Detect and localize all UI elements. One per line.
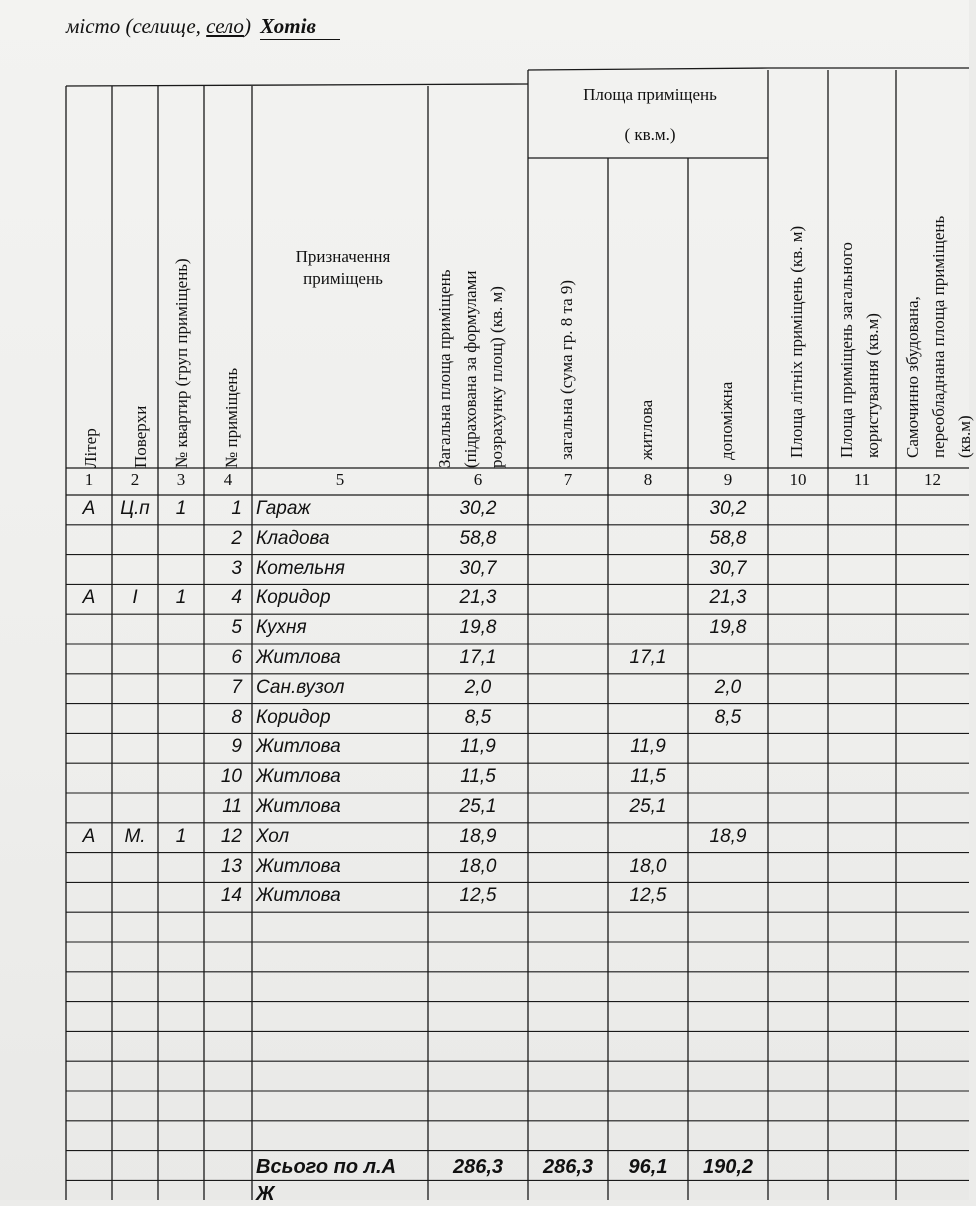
header-apartment-no: № квартир (груп приміщень): [172, 258, 191, 468]
cell-living: 18,0: [629, 855, 667, 877]
place-label: місто (селище,: [66, 14, 207, 38]
header-liter: Літер: [81, 428, 100, 468]
header-auxiliary: допоміжна: [717, 381, 736, 460]
header-unauthorized-l2: переобладнана площа приміщень: [929, 215, 948, 458]
header-general: загальна (сума гр. 8 та 9): [557, 279, 576, 460]
column-number: 11: [853, 470, 871, 489]
cell-liter: А: [82, 825, 96, 847]
cell-auxiliary: 19,8: [709, 617, 747, 639]
header-total-area-l3: розрахунку площ) (кв. м): [487, 286, 506, 468]
cell-purpose: Сан.вузол: [256, 676, 345, 698]
cell-room-no: 9: [231, 736, 242, 758]
cell-auxiliary: 18,9: [709, 825, 747, 847]
cell-room-no: 12: [220, 825, 242, 847]
column-number: 3: [176, 470, 186, 489]
cell-purpose: Житлова: [256, 796, 341, 817]
header-room-area-line2: ( кв.м.): [624, 125, 676, 144]
cell-total-area: 30,2: [459, 498, 497, 519]
cell-purpose: Житлова: [256, 855, 341, 877]
cell-purpose: Коридор: [256, 706, 331, 728]
cell-total-area: 19,8: [459, 617, 497, 639]
cell-purpose: Житлова: [256, 766, 341, 788]
cell-room-no: 7: [231, 676, 242, 698]
cell-apartment: 1: [175, 498, 187, 519]
cell-room-no: 6: [231, 647, 242, 668]
header-unauthorized-l1: Самочинно збудована,: [903, 296, 922, 458]
cell-auxiliary: 2,0: [714, 676, 742, 698]
cell-apartment: 1: [175, 587, 187, 609]
place-closing: ): [243, 14, 251, 38]
cell-floor: Ц.п: [120, 498, 150, 519]
header-purpose-line2: приміщень: [303, 269, 383, 288]
header-unauthorized-l3: (кв.м): [955, 415, 974, 458]
place-selo: село: [206, 14, 244, 38]
totals-label: Всього по л.А: [256, 1155, 397, 1178]
cell-total-area: 30,7: [459, 557, 497, 579]
cell-total-area: 12,5: [459, 885, 497, 907]
column-number: 2: [130, 470, 140, 489]
column-number: 6: [473, 470, 483, 489]
header-room-area: [528, 84, 772, 146]
cell-room-no: 1: [231, 498, 242, 519]
header-room-no: № приміщень: [222, 367, 241, 468]
header-living: житлова: [637, 399, 656, 460]
cell-purpose: Коридор: [256, 587, 331, 609]
cell-purpose: Хол: [256, 825, 290, 847]
cell-purpose: Гараж: [256, 498, 311, 519]
place-value: Хотів: [260, 14, 340, 40]
cell-auxiliary: 8,5: [714, 706, 742, 728]
cell-liter: А: [82, 587, 96, 609]
cell-room-no: 5: [231, 617, 242, 639]
cell-purpose: Кухня: [256, 617, 307, 639]
cell-liter: А: [82, 498, 96, 519]
header-floors: Поверхи: [131, 405, 150, 468]
cell-total-area: 18,0: [459, 855, 497, 877]
cell-floor: І: [132, 587, 138, 609]
header-common-area-l1: Площа приміщень загального: [837, 242, 856, 458]
cell-room-no: 13: [220, 855, 242, 877]
cell-purpose: Котельня: [256, 557, 345, 579]
cell-apartment: 1: [175, 825, 187, 847]
next-row-label: Ж: [256, 1183, 275, 1206]
totals-total-area: 286,3: [452, 1155, 504, 1178]
cell-total-area: 17,1: [459, 647, 497, 668]
totals-auxiliary: 190,2: [702, 1155, 754, 1178]
totals-general: 286,3: [542, 1155, 594, 1178]
header-purpose: [262, 246, 424, 290]
cell-total-area: 11,9: [460, 736, 496, 758]
column-number: 5: [335, 470, 345, 489]
cell-total-area: 58,8: [459, 527, 497, 549]
cell-room-no: 2: [231, 527, 242, 549]
cell-room-no: 11: [222, 796, 242, 817]
header-purpose-line1: Призначення: [295, 247, 391, 266]
cell-total-area: 25,1: [459, 796, 497, 817]
cell-auxiliary: 30,2: [709, 498, 747, 519]
column-number: 9: [723, 470, 733, 489]
cell-purpose: Житлова: [256, 885, 341, 907]
column-number: 8: [643, 470, 653, 489]
cell-total-area: 2,0: [464, 676, 492, 698]
header-total-area-l1: Загальна площа приміщень: [435, 269, 454, 468]
cell-auxiliary: 30,7: [709, 557, 747, 579]
cell-total-area: 11,5: [460, 766, 496, 788]
column-number: 12: [924, 470, 941, 489]
cell-floor: М.: [124, 825, 146, 847]
cell-room-no: 8: [231, 706, 242, 728]
cell-living: 17,1: [629, 647, 667, 668]
totals-living: 96,1: [628, 1155, 668, 1178]
cell-auxiliary: 21,3: [709, 587, 747, 609]
cell-auxiliary: 58,8: [709, 527, 747, 549]
cell-total-area: 18,9: [459, 825, 497, 847]
header-total-area-l2: (підрахована за формулами: [461, 270, 480, 468]
cell-purpose: Кладова: [256, 527, 330, 549]
cell-total-area: 8,5: [464, 706, 492, 728]
column-number: 1: [84, 470, 94, 489]
cell-room-no: 10: [220, 766, 242, 788]
cell-living: 11,5: [630, 766, 666, 788]
header-room-area-line1: Площа приміщень: [583, 85, 717, 104]
cell-living: 11,9: [630, 736, 666, 758]
cell-room-no: 3: [231, 557, 242, 579]
cell-purpose: Житлова: [256, 647, 341, 668]
header-summer-area: Площа літніх приміщень (кв. м): [787, 225, 806, 458]
header-common-area-l2: користування (кв.м): [863, 313, 882, 458]
cell-living: 25,1: [629, 796, 667, 817]
cell-room-no: 4: [231, 587, 242, 609]
column-number: 10: [789, 470, 807, 489]
cell-purpose: Житлова: [256, 736, 341, 758]
cell-living: 12,5: [629, 885, 667, 907]
cell-total-area: 21,3: [459, 587, 497, 609]
column-number: 7: [563, 470, 573, 489]
column-number: 4: [223, 470, 233, 489]
cell-room-no: 14: [220, 885, 242, 907]
